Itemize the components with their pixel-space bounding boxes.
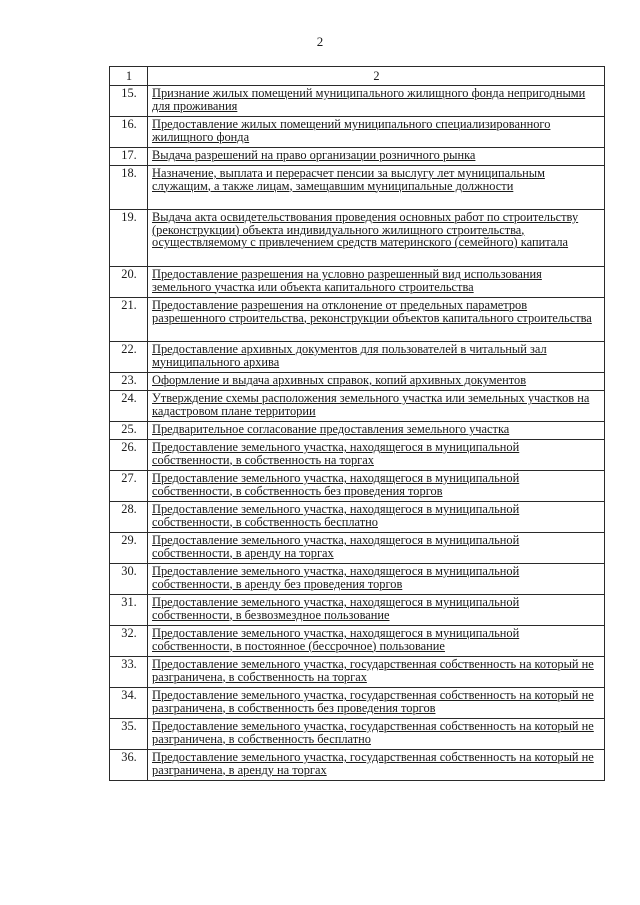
table-row <box>110 210 605 267</box>
row-number: 15. <box>110 86 148 117</box>
row-number: 19. <box>110 210 148 267</box>
service-name: Предоставление земельного участка, находящегося в муниципальной собственности, в собственность без проведения торгов <box>152 471 520 498</box>
row-text <box>148 626 605 657</box>
table-row <box>110 657 605 688</box>
row-text <box>148 117 605 148</box>
service-name: Предоставление земельного участка, находящегося в муниципальной собственности, в аренду на торгах <box>152 533 520 560</box>
table-row <box>110 719 605 750</box>
row-number: 17. <box>110 148 148 166</box>
row-number: 34. <box>110 688 148 719</box>
row-text <box>148 210 605 267</box>
table-row <box>110 502 605 533</box>
row-number: 33. <box>110 657 148 688</box>
row-number: 20. <box>110 267 148 298</box>
service-name: Предоставление земельного участка, государственная собственность на который не разграничена, в собственность бесплатно <box>152 719 594 746</box>
table-row <box>110 626 605 657</box>
service-name: Предоставление земельного участка, государственная собственность на который не разграничена, в собственность на торгах <box>152 657 594 684</box>
service-name: Признание жилых помещений муниципального жилищного фонда непригодными для проживания <box>152 86 586 113</box>
column-name-header: 2 <box>148 67 605 86</box>
table-row <box>110 373 605 391</box>
service-name: Предоставление земельного участка, находящегося в муниципальной собственности, в собственность на торгах <box>152 440 520 467</box>
row-text <box>148 688 605 719</box>
table-row <box>110 391 605 422</box>
row-text <box>148 391 605 422</box>
row-text <box>148 422 605 440</box>
row-number: 21. <box>110 298 148 342</box>
row-text <box>148 298 605 342</box>
row-number: 30. <box>110 564 148 595</box>
table-row <box>110 595 605 626</box>
services-table <box>109 66 605 781</box>
row-text <box>148 342 605 373</box>
table-row <box>110 298 605 342</box>
service-name: Предоставление земельного участка, находящегося в муниципальной собственности, в безвозмездное пользование <box>152 595 520 622</box>
table-header-row <box>110 67 605 86</box>
service-name: Предварительное согласование предоставления земельного участка <box>152 422 510 436</box>
row-text <box>148 564 605 595</box>
row-number: 29. <box>110 533 148 564</box>
row-text <box>148 657 605 688</box>
service-name: Предоставление архивных документов для пользователей в читальный зал муниципального архива <box>152 342 547 369</box>
service-name: Предоставление земельного участка, находящегося в муниципальной собственности, в аренду без проведения торгов <box>152 564 520 591</box>
table-row <box>110 440 605 471</box>
row-number: 25. <box>110 422 148 440</box>
row-number: 28. <box>110 502 148 533</box>
row-text <box>148 533 605 564</box>
row-text <box>148 750 605 781</box>
service-name: Предоставление земельного участка, находящегося в муниципальной собственности, в собственность бесплатно <box>152 502 520 529</box>
row-text <box>148 595 605 626</box>
row-number: 18. <box>110 166 148 210</box>
row-number: 27. <box>110 471 148 502</box>
row-text <box>148 440 605 471</box>
row-text <box>148 267 605 298</box>
service-name: Выдача разрешений на право организации розничного рынка <box>152 148 476 162</box>
row-text <box>148 502 605 533</box>
row-number: 36. <box>110 750 148 781</box>
table-row <box>110 422 605 440</box>
row-text <box>148 166 605 210</box>
service-name: Оформление и выдача архивных справок, копий архивных документов <box>152 373 527 387</box>
table-row <box>110 117 605 148</box>
service-name: Назначение, выплата и перерасчет пенсии за выслугу лет муниципальным служащим, а также лицам, замещавшим муниципальные должности <box>152 166 545 193</box>
row-number: 31. <box>110 595 148 626</box>
row-number: 26. <box>110 440 148 471</box>
table-row <box>110 342 605 373</box>
table-row <box>110 750 605 781</box>
row-number: 22. <box>110 342 148 373</box>
row-text <box>148 471 605 502</box>
service-name: Предоставление разрешения на условно разрешенный вид использования земельного участка или объекта капитального строительства <box>152 267 542 294</box>
service-name: Выдача акта освидетельствования проведения основных работ по строительству (реконструкции) объекта индивидуального жилищного строительства, осуществляемому с привлечением средств материнского (семейного) капитала <box>152 210 579 250</box>
row-text <box>148 148 605 166</box>
table-row <box>110 148 605 166</box>
table-row <box>110 564 605 595</box>
table-row <box>110 533 605 564</box>
row-number: 23. <box>110 373 148 391</box>
row-text <box>148 719 605 750</box>
table-row <box>110 86 605 117</box>
service-name: Предоставление земельного участка, находящегося в муниципальной собственности, в постоянное (бессрочное) пользование <box>152 626 520 653</box>
service-name: Предоставление жилых помещений муниципального специализированного жилищного фонда <box>152 117 551 144</box>
table-row <box>110 471 605 502</box>
table-row <box>110 267 605 298</box>
service-name: Предоставление земельного участка, государственная собственность на который не разграничена, в аренду на торгах <box>152 750 594 777</box>
service-name: Предоставление разрешения на отклонение от предельных параметров разрешенного строительства, реконструкции объектов капитального строительства <box>152 298 592 325</box>
column-number-header: 1 <box>110 67 148 86</box>
table-row <box>110 166 605 210</box>
row-number: 35. <box>110 719 148 750</box>
row-number: 32. <box>110 626 148 657</box>
page-number: 2 <box>316 34 324 49</box>
service-name: Утверждение схемы расположения земельного участка или земельных участков на кадастровом плане территории <box>152 391 590 418</box>
row-text <box>148 86 605 117</box>
row-number: 24. <box>110 391 148 422</box>
row-number: 16. <box>110 117 148 148</box>
row-text <box>148 373 605 391</box>
table-row <box>110 688 605 719</box>
service-name: Предоставление земельного участка, государственная собственность на который не разграничена, в собственность без проведения торгов <box>152 688 594 715</box>
